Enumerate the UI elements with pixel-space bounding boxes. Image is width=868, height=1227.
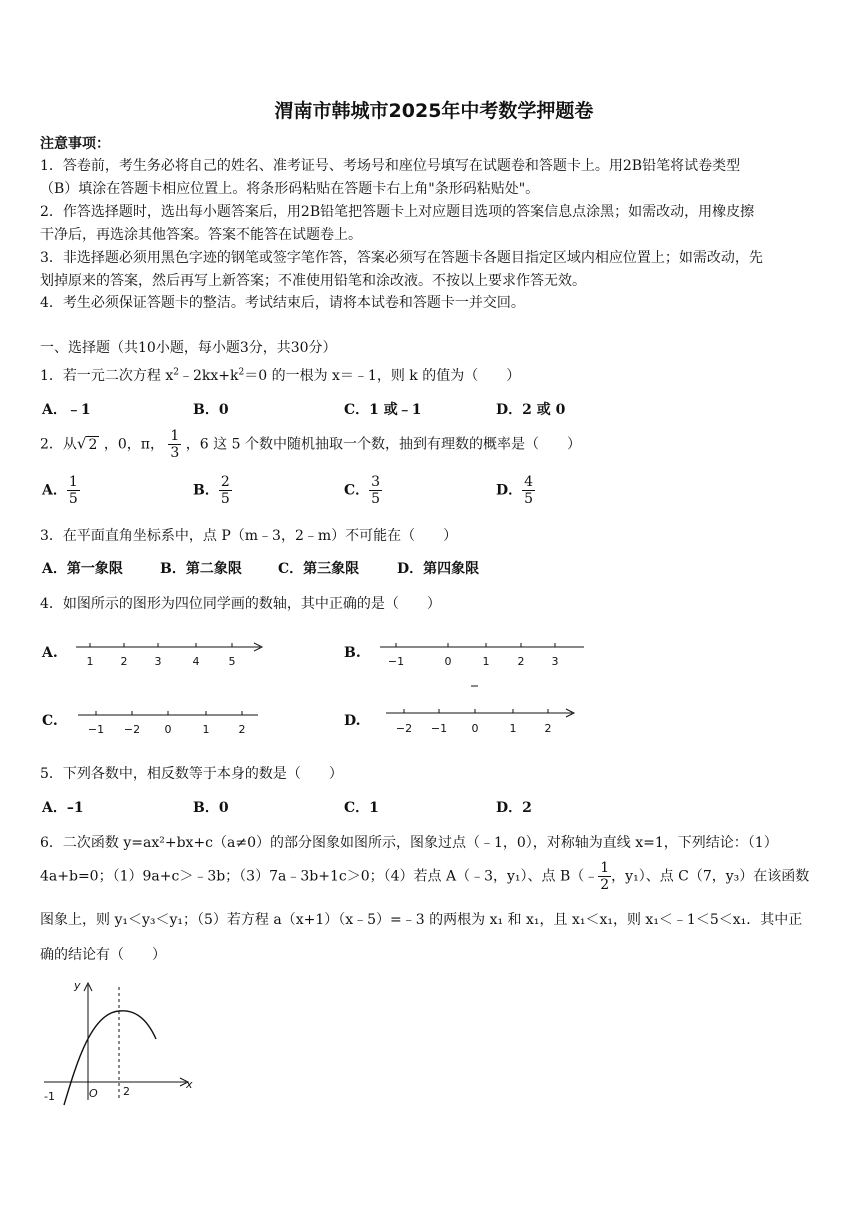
q5-option-d: D．2 (496, 800, 532, 816)
q3-option-d: D．第四象限 (397, 561, 480, 577)
q4-option-b: B. (344, 645, 361, 661)
tick-label: 3 (154, 655, 162, 668)
origin-label: O (89, 1087, 98, 1100)
question-4-stem: 4．如图所示的图形为四位同学画的数轴，其中正确的是（ ） (40, 596, 441, 612)
question-5-stem: 5．下列各数中，相反数等于本身的数是（ ） (40, 766, 343, 782)
q4-option-d: D. (344, 713, 361, 729)
q3-option-a: A．第一象限 (42, 561, 123, 577)
notice-heading: 注意事项： (40, 136, 110, 152)
question-6-line: 4a+b=0；（1）9a+c＞﹣3b；（3）7a﹣3b+1c＞0；（4）若点 A（﹣3，y₁）、点 B（﹣ $\frac{1}{2}$ ，y₁）、点 C（7，y₃）在该函数 (40, 860, 810, 893)
notice-line: 划掉原来的答案，然后再写上新答案；不准使用铅笔和涂改液。不按以上要求作答无效。 (40, 273, 586, 289)
notice-line: 3．非选择题必须用黑色字迹的钢笔或签字笔作答，答案必须写在答题卡各题目指定区域内相应位置上；如需改动，先 (40, 250, 763, 266)
tick-label: 1 (86, 655, 94, 668)
q2-option-a: A． $\frac{1}{5}$ (42, 474, 78, 507)
tick-label: −1 (430, 722, 448, 735)
notice-line: 4．考生必须保证答题卡的整洁。考试结束后，请将本试卷和答题卡一并交回。 (40, 295, 525, 311)
q1-option-a: A．﹣1 (42, 402, 91, 418)
q5-option-b: B．0 (193, 800, 229, 816)
question-3-stem: 3．在平面直角坐标系中，点 P（m﹣3，2﹣m）不可能在（ ） (40, 528, 458, 544)
section-heading: 一、选择题（共10小题，每小题3分，共30分） (40, 340, 337, 356)
notice-line: 1．答卷前，考生务必将自己的姓名、准考证号、考场号和座位号填写在试题卷和答题卡上。用2B铅笔将试卷类型 (40, 158, 741, 174)
q2-option-b: B． $\frac{2}{5}$ (193, 474, 230, 507)
question-6-line: 确的结论有（ ） (40, 947, 166, 963)
tick-label: 0 (164, 723, 172, 736)
question-6-line: 6．二次函数 y=ax²+bx+c（a≠0）的部分图象如图所示，图象过点（﹣1，0），对称轴为直线 x=1，下列结论：（1） (40, 835, 778, 851)
sqrt-value: 2 (88, 436, 98, 453)
q1-option-d: D．2 或 0 (496, 402, 566, 418)
notice-line: （B）填涂在答题卡相应位置上。将条形码粘贴在答题卡右上角"条形码粘贴处"。 (40, 181, 540, 197)
question-2-stem: 2．从√ 2 ，0，π， $\frac{1}{3}$ ，6 这 5 个数中随机抽取一个数，抽到有理数的概率是（ ） (40, 428, 581, 461)
parabola-graph (36, 975, 201, 1110)
fraction: $\frac{1}{3}$ (170, 428, 180, 461)
notice-line: 2．作答选择题时，选出每小题答案后，用2B铅笔把答题卡上对应题目选项的答案信息点涂黑；如需改动，用橡皮擦 (40, 204, 755, 220)
number-line-d (380, 704, 580, 740)
tick-label: 2 (120, 655, 128, 668)
q3-option-c: C．第三象限 (278, 561, 360, 577)
number-line-c (74, 706, 264, 742)
tick-label: 4 (192, 655, 200, 668)
q3-option-b: B．第二象限 (160, 561, 242, 577)
x-axis-label: x (186, 1078, 193, 1091)
tick-label: 0 (471, 722, 479, 735)
tick-label: -1 (44, 1090, 55, 1103)
tick-label: −1 (387, 655, 405, 668)
q4-option-a: A. (42, 645, 58, 661)
question-6-line: 图象上，则 y₁＜y₃＜y₁；（5）若方程 a（x+1）（x﹣5）=﹣3 的两根为 x₁ 和 x₁，且 x₁＜x₁，则 x₁＜﹣1＜5＜x₁．其中正 (40, 912, 803, 928)
q2-option-c: C． $\frac{3}{5}$ (344, 474, 381, 507)
q2-option-d: D． $\frac{4}{5}$ (496, 474, 534, 507)
tick-label: −1 (87, 723, 105, 736)
tick-label: 5 (228, 655, 236, 668)
tick-label: 2 (123, 1085, 130, 1098)
tick-label: 2 (517, 655, 525, 668)
question-1-stem: 1．若一元二次方程 $x^2﹣2kx+k^2=0$ 的一根为 x＝﹣1，则 k 的值为（ ） (40, 367, 521, 384)
tick-label: 3 (551, 655, 559, 668)
tick-label: 1 (202, 723, 210, 736)
tick-label: 2 (238, 723, 246, 736)
q4-option-c: C. (42, 713, 58, 729)
q5-option-c: C．1 (344, 800, 379, 816)
tick-label: −2 (395, 722, 413, 735)
q1-option-c: C．1 或﹣1 (344, 402, 422, 418)
q5-option-a: A．–1 (42, 800, 84, 816)
tick-label: 1 (482, 655, 490, 668)
number-line-a (70, 638, 270, 674)
tick-label: 2 (544, 722, 552, 735)
page-title: 渭南市韩城市2025年中考数学押题卷 (274, 100, 594, 122)
number-line-b (374, 638, 589, 698)
tick-label: 1 (509, 722, 517, 735)
tick-label: −2 (123, 723, 141, 736)
tick-label: 0 (444, 655, 452, 668)
q1-option-b: B．0 (193, 402, 229, 418)
notice-line: 干净后，再选涂其他答案。答案不能答在试题卷上。 (40, 227, 362, 243)
y-axis-label: y (74, 979, 81, 992)
